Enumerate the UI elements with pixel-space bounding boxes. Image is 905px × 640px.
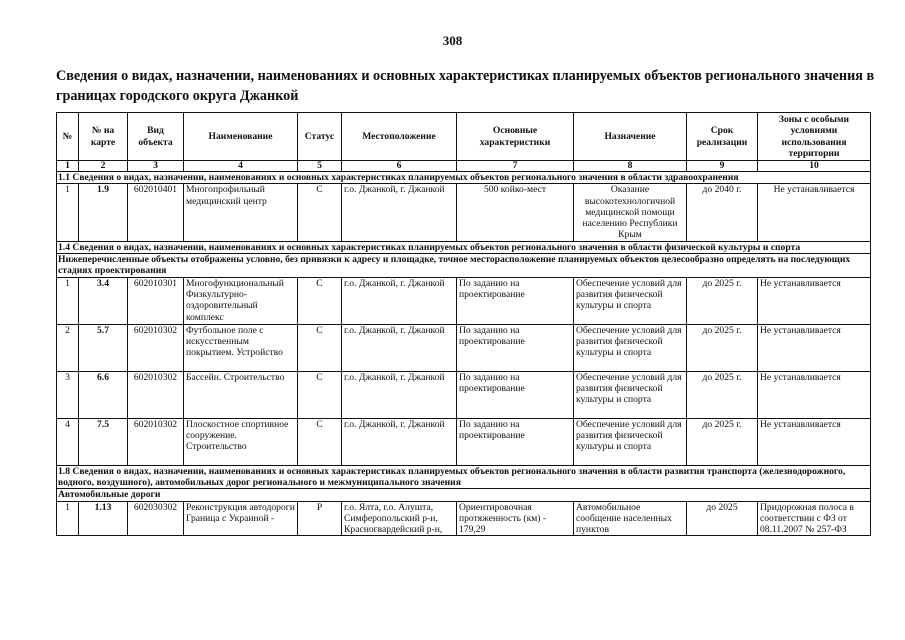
cell-characteristics: По заданию на проектирование xyxy=(457,418,574,465)
cell-purpose: Оказание высокотехнологичной медицинской помощи населению Республики Крым xyxy=(574,184,687,241)
column-number-row xyxy=(57,161,871,172)
cell-name: Многофункциональный Физкультурно-оздоровительный комплекс xyxy=(184,277,298,324)
cell-status: С xyxy=(298,418,342,465)
table-row xyxy=(57,277,871,324)
col-header: Зоны с особыми условиями использования территории xyxy=(758,113,871,161)
cell-status: С xyxy=(298,371,342,418)
cell-zones: Не устанавливается xyxy=(758,371,871,418)
column-number: 9 xyxy=(687,161,758,172)
col-header: Местоположение xyxy=(342,113,457,161)
table-row xyxy=(57,324,871,371)
column-number: 3 xyxy=(128,161,184,172)
cell-index: 1 xyxy=(57,277,79,324)
column-number: 7 xyxy=(457,161,574,172)
cell-deadline: до 2025 xyxy=(687,501,758,536)
table-row xyxy=(57,501,871,536)
subsection-heading-roads: Автомобильные дороги xyxy=(57,489,871,501)
cell-location: г.о. Ялта, г.о. Алушта, Симферопольский р-н, Красногвардейский р-н, xyxy=(342,501,457,536)
section-note: Нижеперечисленные объекты отображены условно, без привязки к адресу и площадке, точное месторасположение планируемых объектов целесообразно определять на последующих стадиях проектирования xyxy=(57,254,871,278)
cell-status: Р xyxy=(298,501,342,536)
cell-map-number: 1.13 xyxy=(79,501,128,536)
cell-purpose: Обеспечение условий для развития физической культуры и спорта xyxy=(574,418,687,465)
cell-index: 2 xyxy=(57,324,79,371)
cell-name: Многопрофильный медицинский центр xyxy=(184,184,298,241)
cell-zones: Не устанавливается xyxy=(758,324,871,371)
cell-map-number: 5.7 xyxy=(79,324,128,371)
cell-purpose: Автомобильное сообщение населенных пунктов xyxy=(574,501,687,536)
column-number: 2 xyxy=(79,161,128,172)
subsection-row xyxy=(57,489,871,501)
cell-index: 4 xyxy=(57,418,79,465)
column-number: 6 xyxy=(342,161,457,172)
col-header: Вид объекта xyxy=(128,113,184,161)
col-header: Статус xyxy=(298,113,342,161)
cell-map-number: 6.6 xyxy=(79,371,128,418)
column-number: 5 xyxy=(298,161,342,172)
cell-deadline: до 2025 г. xyxy=(687,277,758,324)
column-number: 1 xyxy=(57,161,79,172)
col-header: Срок реализации xyxy=(687,113,758,161)
document-title: Сведения о видах, назначении, наименованиях и основных характеристиках планируемых объектов регионального значения в границах городского округа Джанкой xyxy=(56,68,875,104)
cell-deadline: до 2040 г. xyxy=(687,184,758,241)
cell-object-type: 602010302 xyxy=(128,324,184,371)
cell-characteristics: Ориентировочная протяженность (км) - 179,29 xyxy=(457,501,574,536)
col-header: Наименование xyxy=(184,113,298,161)
planned-objects-table xyxy=(56,112,871,536)
section-heading-health: 1.1 Сведения о видах, назначении, наименованиях и основных характеристиках планируемых объектов регионального значения в области здравоохранения xyxy=(57,172,871,184)
col-header: Основные характеристики xyxy=(457,113,574,161)
cell-name: Плоскостное спортивное сооружение. Строительство xyxy=(184,418,298,465)
cell-purpose: Обеспечение условий для развития физической культуры и спорта xyxy=(574,324,687,371)
section-row xyxy=(57,465,871,489)
column-number: 10 xyxy=(758,161,871,172)
cell-status: С xyxy=(298,184,342,241)
cell-location: г.о. Джанкой, г. Джанкой xyxy=(342,184,457,241)
cell-object-type: 602010401 xyxy=(128,184,184,241)
table-row xyxy=(57,418,871,465)
cell-zones: Не устанавливается xyxy=(758,418,871,465)
section-row xyxy=(57,241,871,253)
cell-characteristics: По заданию на проектирование xyxy=(457,324,574,371)
cell-object-type: 602010302 xyxy=(128,418,184,465)
cell-object-type: 602030302 xyxy=(128,501,184,536)
cell-map-number: 3.4 xyxy=(79,277,128,324)
cell-name: Футбольное поле с искусственным покрытием. Устройство xyxy=(184,324,298,371)
cell-index: 1 xyxy=(57,501,79,536)
cell-zones: Не устанавливается xyxy=(758,277,871,324)
cell-index: 1 xyxy=(57,184,79,241)
col-header: Назначение xyxy=(574,113,687,161)
cell-object-type: 602010301 xyxy=(128,277,184,324)
cell-index: 3 xyxy=(57,371,79,418)
cell-zones: Не устанавливается xyxy=(758,184,871,241)
page-number: 308 xyxy=(442,33,463,48)
cell-purpose: Обеспечение условий для развития физической культуры и спорта xyxy=(574,277,687,324)
section-row xyxy=(57,172,871,184)
cell-characteristics: По заданию на проектирование xyxy=(457,371,574,418)
column-number: 8 xyxy=(574,161,687,172)
cell-deadline: до 2025 г. xyxy=(687,324,758,371)
cell-name: Бассейн. Строительство xyxy=(184,371,298,418)
cell-deadline: до 2025 г. xyxy=(687,371,758,418)
cell-location: г.о. Джанкой, г. Джанкой xyxy=(342,371,457,418)
cell-status: С xyxy=(298,324,342,371)
section-heading-sport: 1.4 Сведения о видах, назначении, наименованиях и основных характеристиках планируемых объектов регионального значения в области физической культуры и спорта xyxy=(57,241,871,253)
cell-characteristics: По заданию на проектирование xyxy=(457,277,574,324)
table-row xyxy=(57,184,871,241)
cell-map-number: 1.9 xyxy=(79,184,128,241)
cell-name: Реконструкция автодороги Граница с Украиной - xyxy=(184,501,298,536)
table-row xyxy=(57,371,871,418)
note-row xyxy=(57,254,871,278)
col-header: № на карте xyxy=(79,113,128,161)
cell-status: С xyxy=(298,277,342,324)
cell-map-number: 7.5 xyxy=(79,418,128,465)
cell-characteristics: 500 койко-мест xyxy=(457,184,574,241)
cell-purpose: Обеспечение условий для развития физической культуры и спорта xyxy=(574,371,687,418)
cell-location: г.о. Джанкой, г. Джанкой xyxy=(342,418,457,465)
cell-location: г.о. Джанкой, г. Джанкой xyxy=(342,324,457,371)
cell-location: г.о. Джанкой, г. Джанкой xyxy=(342,277,457,324)
cell-object-type: 602010302 xyxy=(128,371,184,418)
column-number: 4 xyxy=(184,161,298,172)
header-row xyxy=(57,113,871,161)
col-header: № xyxy=(57,113,79,161)
cell-deadline: до 2025 г. xyxy=(687,418,758,465)
section-heading-transport: 1.8 Сведения о видах, назначении, наименованиях и основных характеристиках планируемых объектов регионального значения в области развития транспорта (железнодорожного, водного, воздушного), автомобильных дорог регионального и межмуниципального значения xyxy=(57,465,871,489)
cell-zones: Придорожная полоса в соответствии с ФЗ от 08.11.2007 № 257-ФЗ xyxy=(758,501,871,536)
